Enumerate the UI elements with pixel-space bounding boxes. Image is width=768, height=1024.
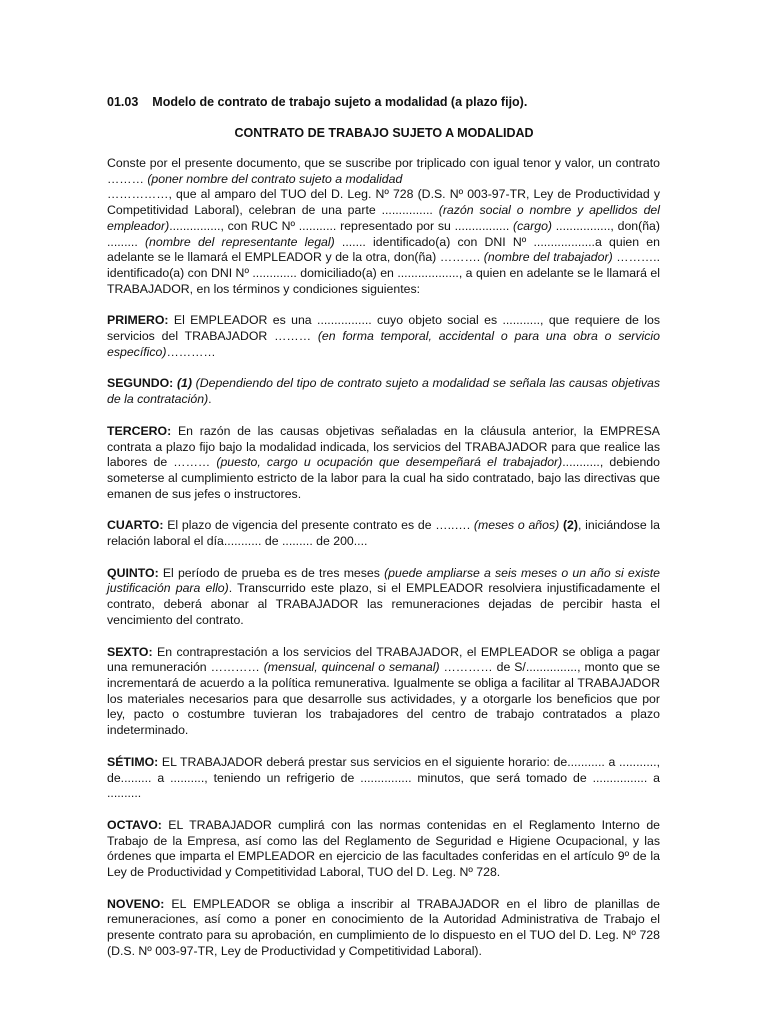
clause-sexto (107, 645, 660, 739)
clause-text: ………… de S/..............., monto que se incrementará de acuerdo a la política remunerativa. Igualmente se obliga a facilitar al TRABAJADOR los materiales necesarios para que desarrolle sus actividades, y a otorgarle los beneficios que por ley, pacto o costumbre tuvieran los trabajadores del centro de trabajo contratados a plazo indeterminado. (107, 660, 660, 738)
intro-placeholder-3: (cargo) (513, 218, 552, 233)
clause-placeholder: (Dependiendo del tipo de contrato sujeto a modalidad se señala las causas objetivas de la contratación) (107, 376, 660, 407)
contract-body (107, 156, 660, 976)
clause-text: ..........., debiendo someterse al cumplimiento estricto de la labor para la cual ha sido contratado, bajo las directivas que emanen de sus jefes o instructores. (107, 455, 660, 501)
clause-text: El EMPLEADOR es una ................ cuyo objeto social es ..........., que requiere de los servicios del TRABAJADOR ……… (107, 313, 660, 344)
footnote-ref: (1) (176, 376, 192, 391)
clause-label: NOVENO: (107, 896, 165, 911)
clause-label: SEXTO: (107, 644, 153, 659)
clause-label: TERCERO: (107, 423, 172, 438)
intro-text-2: ……………, que al amparo del TUO del D. Leg. Nº 728 (D.S. Nº 003-97-TR, Ley de Productividad y Competitividad Laboral), celebran de una parte ............... (107, 187, 660, 218)
contract-title: CONTRATO DE TRABAJO SUJETO A MODALIDAD (234, 126, 534, 140)
clause-octavo (107, 818, 660, 881)
clause-text: . Transcurrido este plazo, si el EMPLEADOR resolviera injustificadamente el contrato, deberá abonar al TRABAJADOR las remuneraciones dejadas de percibir hasta el vencimiento del contrato. (107, 581, 660, 627)
clause-text: . (208, 392, 212, 407)
clause-placeholder: (mensual, quincenal o semanal) (263, 660, 440, 675)
intro-text-4: ................, don(ña) ......... (107, 218, 660, 249)
intro-text-6: ……….. identificado(a) con DNI Nº ............. domiciliado(a) en .................., a quien en adelante se le llamará el TRABAJADOR, en los términos y condiciones siguientes: (107, 250, 660, 296)
clause-segundo (107, 376, 660, 407)
clause-placeholder: (meses o años) (473, 518, 560, 533)
intro-text-5: ....... identificado(a) con DNI Nº ..................a quien en adelante se le llamará el EMPLEADOR y de la otra, don(ña) ………. (107, 234, 660, 265)
clause-text: El plazo de vigencia del presente contrato es de …..…. (163, 518, 474, 533)
clause-label: OCTAVO: (107, 817, 162, 832)
clause-label: SEGUNDO: (107, 376, 174, 391)
clause-text: ………… (166, 344, 216, 359)
footnote-ref: (2) (559, 518, 578, 533)
intro-placeholder-2: (razón social o nombre y apellidos del empleador) (107, 203, 660, 233)
clause-placeholder: (puesto, cargo u ocupación que desempeñará el trabajador) (216, 455, 563, 470)
intro-paragraph (107, 156, 660, 297)
clause-cuarto (107, 518, 660, 549)
clause-placeholder: (en forma temporal, accidental o para una obra o servicio específico) (107, 329, 661, 359)
clause-text: EL TRABAJADOR deberá prestar sus servicios en el siguiente horario: de........... a ..........., de......... a .........., teniendo un refrigerio de ............... minutos, que será tomado de ................ a .......... (107, 754, 660, 801)
clause-placeholder: (puede ampliarse a seis meses o un año si existe justificación para ello) (107, 565, 660, 596)
clause-primero (107, 313, 660, 360)
clause-text: En contraprestación a los servicios del TRABAJADOR, el EMPLEADOR se obliga a pagar una remuneración ………… (107, 644, 660, 675)
clause-label: QUINTO: (107, 565, 159, 580)
section-title: Modelo de contrato de trabajo sujeto a modalidad (a plazo fijo). (152, 95, 528, 109)
clause-label: SÉTIMO: (107, 754, 159, 769)
clause-tercero (107, 424, 660, 503)
section-heading (107, 95, 527, 111)
intro-placeholder-1: (poner nombre del contrato sujeto a modalidad (147, 171, 403, 186)
clause-text: EL EMPLEADOR se obliga a inscribir al TRABAJADOR en el libro de planillas de remuneraciones, así como a poner en conocimiento de la Autoridad Administrativa de Trabajo el presente contrato para su aprobación, en cumplimiento de lo dispuesto en el TUO del D. Leg. Nº 728 (D.S. Nº 003-97-TR, Ley de Productividad y Competitividad Laboral). (107, 896, 660, 958)
clause-label: PRIMERO: (107, 313, 169, 328)
intro-placeholder-5: (nombre del trabajador) (483, 250, 613, 265)
clause-text: El período de prueba es de tres meses (158, 565, 385, 580)
clause-text: EL TRABAJADOR cumplirá con las normas contenidas en el Reglamento Interno de Trabajo de la Empresa, así como las del Reglamento de Seguridad e Higiene Ocupacional, y las órdenes que imparta el EMPLEADOR en ejercicio de las facultades conferidas en el artículo 9º de la Ley de Productividad y Competitividad Laboral, TUO del D. Leg. Nº 728. (107, 817, 660, 880)
clause-setimo (107, 755, 660, 802)
section-number: 01.03 (107, 95, 139, 109)
clause-noveno (107, 897, 660, 960)
clause-text: , iniciándose la relación laboral el día........... de ......... de 200.... (107, 518, 660, 549)
clause-label: CUARTO: (107, 518, 164, 533)
clause-quinto (107, 566, 660, 629)
intro-text-3: ..............., con RUC Nº ........... representado por su ................ (169, 218, 514, 233)
intro-text-1: Conste por el presente documento, que se suscribe por triplicado con igual tenor y valor, un contrato ……… (107, 156, 660, 186)
clause-text: En razón de las causas objetivas señaladas en la cláusula anterior, la EMPRESA contrata a plazo fijo bajo la modalidad indicada, los servicios del TRABAJADOR para que realice las labores de ……… (107, 423, 660, 470)
intro-placeholder-4: (nombre del representante legal) (144, 234, 335, 249)
